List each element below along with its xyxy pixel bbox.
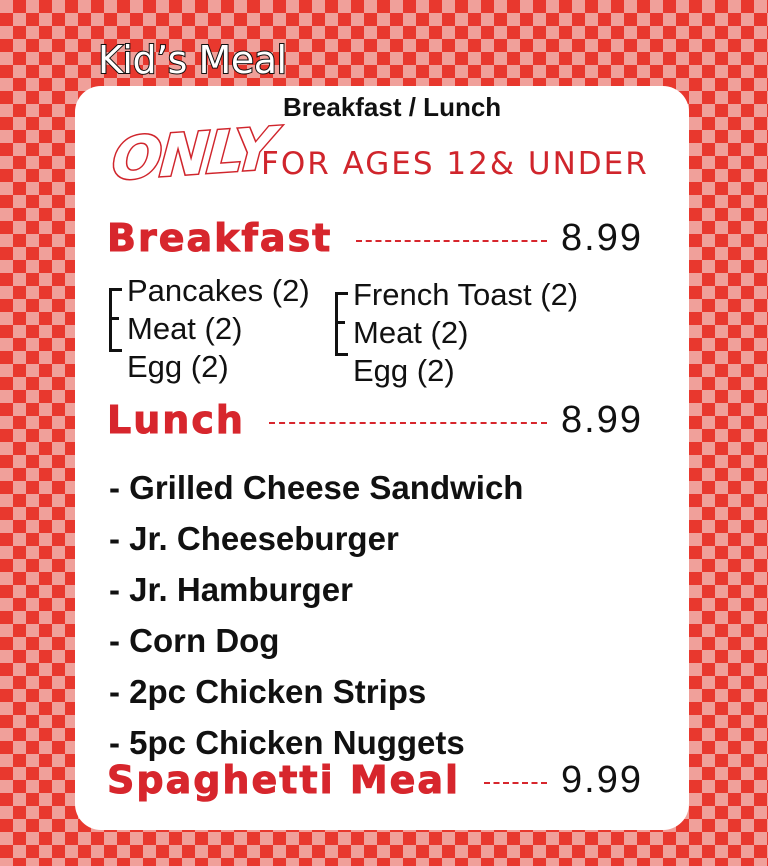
lunch-items	[109, 462, 523, 768]
only-label: ONLY	[110, 114, 276, 194]
spaghetti-header	[107, 758, 643, 802]
bracket-icon	[335, 292, 348, 356]
list-item: - 5pc Chicken Nuggets	[109, 724, 465, 761]
list-item: - Grilled Cheese Sandwich	[109, 469, 524, 506]
lunch-price: 8.99	[561, 398, 643, 441]
list-item: - Jr. Hamburger	[109, 571, 353, 608]
combo-line: Pancakes (2)	[127, 273, 310, 308]
menu-subtitle: Breakfast / Lunch	[283, 92, 502, 122]
dotted-leader	[484, 782, 547, 784]
breakfast-title: Breakfast	[107, 216, 333, 260]
breakfast-combo-pancakes	[109, 272, 310, 386]
dotted-leader	[356, 240, 547, 242]
menu-title: Kid’s Meal	[98, 38, 287, 82]
breakfast-combo-french-toast	[335, 276, 578, 390]
list-item: - Corn Dog	[109, 622, 280, 659]
list-item: - Jr. Cheeseburger	[109, 520, 399, 557]
spaghetti-title: Spaghetti Meal	[107, 758, 461, 802]
breakfast-price: 8.99	[561, 216, 643, 259]
dotted-leader	[269, 422, 547, 424]
breakfast-header	[107, 216, 643, 260]
combo-line: Meat (2)	[353, 315, 469, 350]
list-item: - 2pc Chicken Strips	[109, 673, 427, 710]
bracket-icon	[109, 288, 122, 352]
combo-line: Egg (2)	[127, 349, 229, 384]
lunch-header	[107, 398, 643, 442]
spaghetti-price: 9.99	[561, 758, 643, 801]
lunch-title: Lunch	[107, 398, 245, 442]
combo-line: Meat (2)	[127, 311, 243, 346]
menu-panel	[75, 86, 689, 830]
combo-line: French Toast (2)	[353, 277, 579, 312]
combo-line: Egg (2)	[353, 353, 455, 388]
age-restriction: FOR AGES 12& UNDER	[261, 146, 649, 182]
